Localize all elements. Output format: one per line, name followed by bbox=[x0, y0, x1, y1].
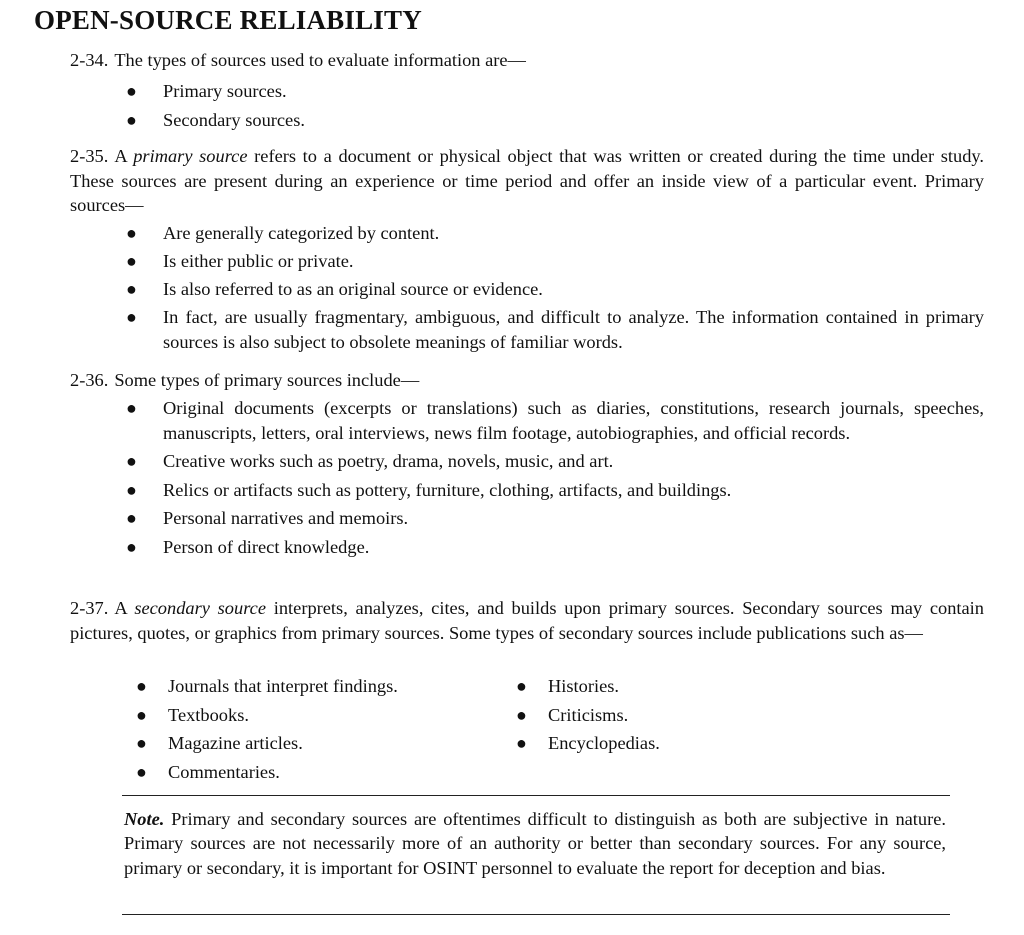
bullet-icon: ● bbox=[126, 279, 137, 299]
bullet-icon: ● bbox=[126, 451, 137, 471]
list-item: ● Secondary sources. bbox=[122, 106, 984, 135]
bullet-icon: ● bbox=[516, 704, 527, 725]
paragraph-number: 2-37. bbox=[70, 598, 109, 618]
list-item: ● Is either public or private. bbox=[122, 249, 984, 274]
bullet-icon: ● bbox=[136, 676, 147, 696]
bullet-icon: ● bbox=[126, 81, 137, 101]
section-heading: OPEN-SOURCE RELIABILITY bbox=[34, 5, 422, 35]
paragraph-number: 2-35. bbox=[70, 146, 109, 166]
bullet-icon: ● bbox=[126, 307, 137, 327]
bullet-icon: ● bbox=[126, 536, 137, 557]
bullet-icon: ● bbox=[126, 508, 137, 528]
list-item: ● Commentaries. bbox=[130, 758, 398, 787]
bullet-list-2-37-left bbox=[130, 672, 398, 786]
bullet-icon: ● bbox=[126, 251, 137, 271]
paragraph-number: 2-36. bbox=[70, 370, 109, 390]
note-bottom-rule bbox=[122, 914, 950, 915]
bullet-icon: ● bbox=[136, 704, 147, 725]
list-item: ● Original documents (excerpts or translations) such as diaries, constitutions, research journals, speeches, manuscripts, letters, oral interviews, news film footage, autobiographies, and official records. bbox=[126, 398, 984, 443]
paragraph-number: 2-34. bbox=[70, 50, 109, 70]
note-text: Primary and secondary sources are oftentimes difficult to distinguish as both are subjective in nature. Primary sources are not necessarily more of an authority or better than secondary sources. For any source, primary or secondary, it is important for OSINT personnel to evaluate the report for deception and bias. bbox=[124, 809, 946, 878]
bullet-list-2-36 bbox=[122, 396, 984, 559]
defined-term: primary source bbox=[133, 146, 248, 166]
list-item: ● Magazine articles. bbox=[130, 729, 398, 758]
bullet-icon: ● bbox=[126, 223, 137, 243]
bullet-list-2-35 bbox=[122, 221, 984, 354]
list-item: ● Histories. bbox=[510, 672, 660, 701]
bullet-list-2-37-right bbox=[510, 672, 660, 758]
bullet-icon: ● bbox=[126, 398, 137, 418]
list-item: ● Person of direct knowledge. bbox=[122, 535, 984, 560]
note-label: Note. bbox=[124, 809, 165, 829]
defined-term: secondary source bbox=[134, 598, 266, 618]
list-item: ● Are generally categorized by content. bbox=[122, 221, 984, 246]
list-item: ● Creative works such as poetry, drama, novels, music, and art. bbox=[122, 449, 984, 474]
list-item: ● Criticisms. bbox=[510, 701, 660, 730]
list-item: ● Is also referred to as an original source or evidence. bbox=[122, 277, 984, 302]
list-item: ● In fact, are usually fragmentary, ambiguous, and difficult to analyze. The information contained in primary sources is also subject to obsolete meanings of familiar words. bbox=[126, 307, 984, 352]
paragraph-2-34 bbox=[70, 48, 984, 73]
list-item: ● Journals that interpret findings. bbox=[130, 672, 398, 701]
list-item: ● Textbooks. bbox=[130, 701, 398, 730]
bullet-icon: ● bbox=[126, 110, 137, 130]
note-top-rule bbox=[122, 795, 950, 796]
bullet-icon: ● bbox=[516, 676, 527, 696]
bullet-icon: ● bbox=[136, 761, 147, 782]
paragraph-2-35: 2-35. A primary source refers to a document or physical object that was written or created during the time under study. These sources are present during an experience or time period and offer an inside view of a particular event. Primary sources— bbox=[70, 146, 984, 215]
bullet-icon: ● bbox=[516, 733, 527, 753]
list-item: ● Personal narratives and memoirs. bbox=[122, 506, 984, 531]
paragraph-text: The types of sources used to evaluate information are— bbox=[114, 50, 526, 70]
list-item: ● Relics or artifacts such as pottery, furniture, clothing, artifacts, and buildings. bbox=[122, 478, 984, 503]
bullet-icon: ● bbox=[126, 479, 137, 500]
paragraph-2-36: 2-36. Some types of primary sources include— bbox=[70, 370, 420, 390]
bullet-list-2-34 bbox=[122, 77, 984, 135]
paragraph-2-37: 2-37. A secondary source interprets, analyzes, cites, and builds upon primary sources. Secondary sources may contain pictures, quotes, or graphics from primary sources. Some types of secondary sources include publications such as— bbox=[70, 598, 984, 643]
list-item: ● Encyclopedias. bbox=[510, 729, 660, 758]
bullet-icon: ● bbox=[136, 733, 147, 753]
list-item: ● Primary sources. bbox=[122, 77, 984, 106]
note-box bbox=[124, 807, 946, 880]
